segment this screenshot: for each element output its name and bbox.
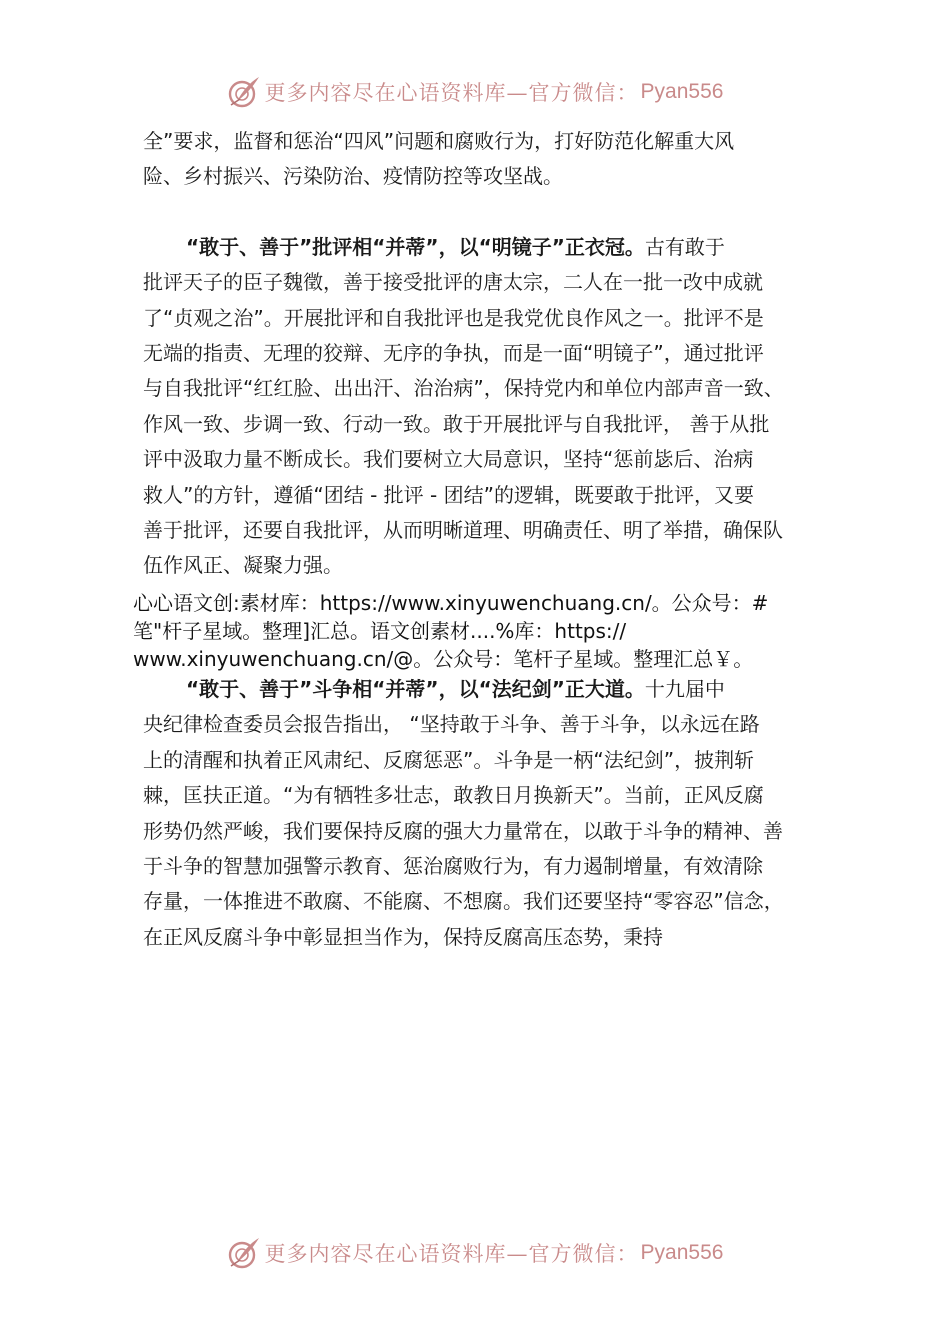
watermark-line: 心心语文创:素材库：https://www.xinyuwenchuang.cn/。公众号：#: [133, 591, 769, 615]
header-banner: [0, 72, 950, 112]
text-line: 作风一致、步调一致、行动一致。敢于开展批评与自我批评， 善于从批: [143, 411, 770, 436]
document-body-continued: [143, 672, 823, 955]
paragraph-heading: “敢于、善于”批评相“并蒂”，以“明镜子”正衣冠。: [186, 234, 645, 259]
watermark-block: [133, 589, 833, 673]
text-line: 无端的指责、无理的狡辩、无序的争执，而是一面“明镜子”，通过批评: [143, 340, 764, 365]
text-line: 棘，匡扶正道。“为有牺牲多壮志，敢教日月换新天”。当前，正风反腐: [143, 783, 764, 808]
watermark-line: 笔"杆子星域。整理]汇总。语文创素材....%库：https://: [133, 619, 627, 643]
quill-logo-icon: [227, 1236, 261, 1270]
banner-wechat-id: Pyan556: [640, 1241, 724, 1264]
paragraph-heading-line: [143, 230, 823, 265]
text-line: 上的清醒和执着正风肃纪、反腐惩恶”。斗争是一柄“法纪剑”，披荆斩: [143, 747, 755, 772]
banner-text: 更多内容尽在心语资料库—官方微信：: [264, 81, 639, 105]
document-body: [143, 124, 823, 584]
text-line: 形势仍然严峻，我们要保持反腐的强大力量常在，以敢于斗争的精神、善: [143, 818, 783, 843]
text-line: 救人”的方针，遵循“团结 - 批评 - 团结”的逻辑，既要敢于批评，又要: [143, 482, 754, 507]
text-line: 存量，一体推进不敢腐、不能腐、不想腐。我们还要坚持“零容忍”信念，: [143, 889, 784, 914]
quill-logo-icon: [227, 75, 261, 109]
paragraph-heading-line: [143, 672, 823, 707]
watermark-line: www.xinyuwenchuang.cn/@。公众号：笔杆子星域。整理汇总￥。: [133, 647, 754, 671]
text-line: 善于批评，还要自我批评，从而明晰道理、明确责任、明了举措，确保队: [143, 517, 783, 542]
text-line: 全”要求，监督和惩治“四风”问题和腐败行为，打好防范化解重大风: [143, 129, 735, 153]
text-line: 与自我批评“红红脸、出出汗、治治病”，保持党内和单位内部声音一致、: [143, 376, 784, 401]
text-line: 批评天子的臣子魏徵，善于接受批评的唐太宗，二人在一批一改中成就: [143, 270, 763, 295]
text-line: 伍作风正、凝聚力强。: [143, 553, 343, 578]
text-line: 了“贞观之治”。开展批评和自我批评也是我党优良作风之一。批评不是: [143, 305, 764, 330]
text-line: 评中汲取力量不断成长。我们要树立大局意识，坚持“惩前毖后、治病: [143, 447, 754, 472]
footer-banner: [0, 1233, 950, 1273]
banner-wechat-id: Pyan556: [640, 80, 724, 103]
text-line: 央纪律检查委员会报告指出， “坚持敢于斗争、善于斗争，以永远在路: [143, 712, 760, 737]
text-line: 于斗争的智慧加强警示教育、惩治腐败行为，有力遏制增量，有效清除: [143, 853, 763, 878]
paragraph-heading: “敢于、善于”斗争相“并蒂”，以“法纪剑”正大道。: [186, 677, 645, 701]
text-line: 在正风反腐斗争中彰显担当作为，保持反腐高压态势，秉持: [143, 924, 663, 949]
banner-text: 更多内容尽在心语资料库—官方微信：: [264, 1242, 639, 1266]
text-run: 古有敢于: [644, 234, 725, 259]
text-line: 险、乡村振兴、污染防治、疫情防控等攻坚战。: [143, 164, 563, 189]
paragraph-gap: [143, 195, 823, 230]
text-run: 十九届中: [644, 677, 725, 701]
